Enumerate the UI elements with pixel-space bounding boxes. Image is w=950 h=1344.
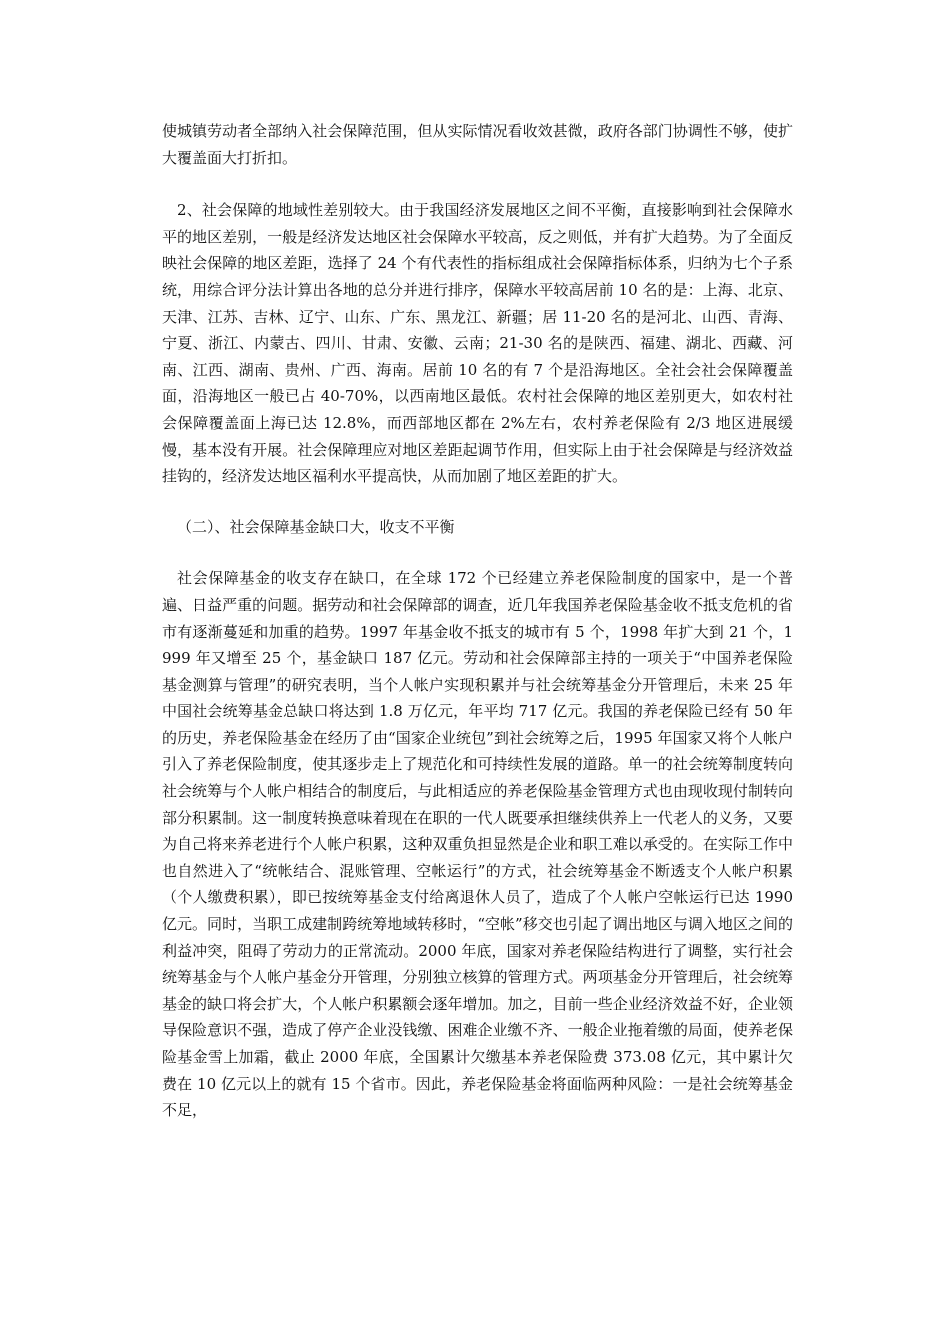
paragraph-coverage-continued: 使城镇劳动者全部纳入社会保障范围，但从实际情况看收效甚微，政府各部门协调性不够，使扩大覆盖面大打折扣。 bbox=[162, 122, 793, 167]
paragraph-regional-differences: 2、社会保障的地域性差别较大。由于我国经济发展地区之间不平衡，直接影响到社会保障水平的地区差别，一般是经济发达地区社会保障水平较高，反之则低，并有扩大趋势。为了全面反映社会保障的地区差距，选择了 24 个有代表性的指标组成社会保障指标体系，归纳为七个子系统，用综合评分法计算出各地的总分并进行排序，保障水平较高居前 10 名的是：上海、北京、天津、江苏、吉林、辽宁、山东、广东、黑龙江、新疆；居 11-20 名的是河北、山西、青海、宁夏、浙江、内蒙古、四川、甘肃、安徽、云南；21-30 名的是陕西、福建、湖北、西藏、河南、江西、湖南、贵州、广西、海南。居前 10 名的有 7 个是沿海地区。全社会社会保障覆盖面，沿海地区一般已占 40-70%，以西南地区最低。农村社会保障的地区差别更大，如农村社会保障覆盖面上海已达 12.8%，而西部地区都在 2%左右，农村养老保险有 2/3 地区进展缓慢，基本没有开展。社会保障理应对地区差距起调节作用，但实际上由于社会保障是与经济效益挂钩的，经济发达地区福利水平提高快，从而加剧了地区差距的扩大。 bbox=[162, 201, 793, 486]
section-heading-fund-gap: （二）、社会保障基金缺口大，收支不平衡 bbox=[177, 517, 455, 536]
paragraph-fund-deficit: 社会保障基金的收支存在缺口，在全球 172 个已经建立养老保险制度的国家中，是一个普遍、日益严重的问题。据劳动和社会保障部的调查，近几年我国养老保险基金收不抵支危机的省市有逐渐蔓延和加重的趋势。1997 年基金收不抵支的城市有 5 个，1998 年扩大到 21 个，1999 年又增至 25 个，基金缺口 187 亿元。劳动和社会保障部主持的一项关于“中国养老保险基金测算与管理”的研究表明，当个人帐户实现积累并与社会统筹基金分开管理后，未来 25 年中国社会统筹基金总缺口将达到 1.8 万亿元，年平均 717 亿元。我国的养老保险已经有 50 年的历史，养老保险基金在经历了由“国家企业统包”到社会统筹之后，1995 年国家又将个人帐户引入了养老保险制度，使其逐步走上了规范化和可持续性发展的道路。单一的社会统筹制度转向社会统筹与个人帐户相结合的制度后，与此相适应的养老保险基金管理方式也由现收现付制转向部分积累制。这一制度转换意味着现在在职的一代人既要承担继续供养上一代老人的义务，又要为自己将来养老进行个人帐户积累，这种双重负担显然是企业和职工难以承受的。在实际工作中也自然进入了“统帐结合、混账管理、空帐运行”的方式，社会统筹基金不断透支个人帐户积累（个人缴费积累），即已按统筹基金支付给离退休人员了，造成了个人帐户空帐运行已达 1990 亿元。同时，当职工成建制跨统筹地域转移时，“空帐”移交也引起了调出地区与调入地区之间的利益冲突，阻碍了劳动力的正常流动。2000 年底，国家对养老保险结构进行了调整，实行社会统筹基金与个人帐户基金分开管理，分别独立核算的管理方式。两项基金分开管理后，社会统筹基金的缺口将会扩大，个人帐户积累额会逐年增加。加之，目前一些企业经济效益不好，企业领导保险意识不强，造成了停产企业没钱缴、困难企业缴不齐、一般企业拖着缴的局面，使养老保险基金雪上加霜，截止 2000 年底，全国累计欠缴基本养老保险费 373.08 亿元，其中累计欠费在 10 亿元以上的就有 15 个省市。因此，养老保险基金将面临两种风险：一是社会统筹基金不足， bbox=[162, 569, 793, 1120]
document-body bbox=[162, 118, 793, 1124]
